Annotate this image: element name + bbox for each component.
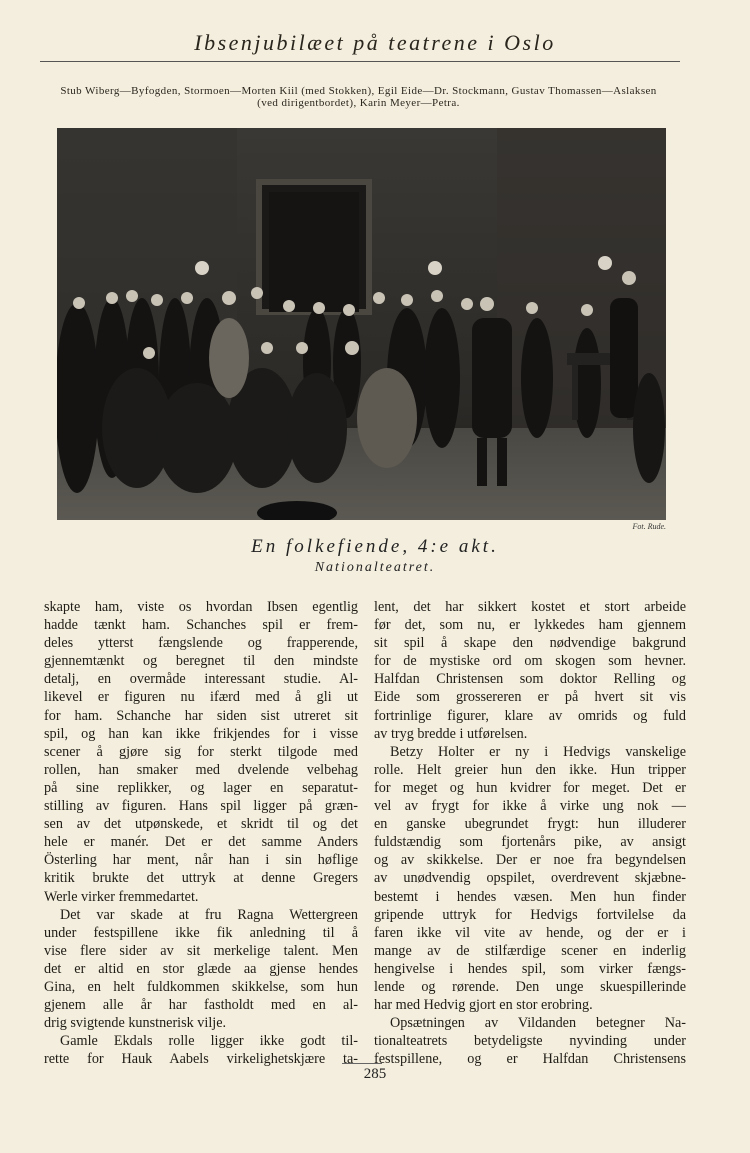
text-line: og av skikkelse. Der er noe fra begyndelsen [374,852,686,869]
text-line: fuldstændig som fjortenårs pike, av ansigt [374,834,686,851]
text-line: rette for Hauk Aabels virkelighetskjære ta- [44,1051,358,1068]
text-column-left [44,598,358,1068]
text-line: Eide som grossereren er på hvert sit vis [374,689,686,706]
dr-stockmann-figure [472,318,512,438]
stage-photo-illustration [57,128,666,520]
text-line: Gamle Ekdals rolle ligger ikke godt til- [60,1033,358,1050]
stockmann-leg-right [497,438,507,486]
text-line: Gina, en helt fuldkommen skikkelse, som hun [44,978,358,995]
text-line: hele er manér. Det er det samme Anders [44,834,358,851]
text-line: Werle virker fremmedartet. [44,888,199,905]
table-leg-left [572,365,578,420]
text-line: hadde tænkt ham. Schanches spil er frem- [44,617,358,634]
text-line: gjenem alle år har fastholdt med en al- [44,997,358,1014]
text-line: for de mystiske ord om skogen som hevner. [374,653,686,670]
text-line: deles ytterst fængslende og frapperende, [44,635,358,652]
text-line: fortrinlige figurer, klare av omrids og fuld [374,707,686,724]
text-line: Opsætningen av Vildanden betegner Na- [390,1015,686,1032]
text-line: Halfdan Christensen som doktor Relling og [374,671,686,688]
text-line: på sine replikker, og lager en separatut- [44,779,358,796]
text-line: bestemt i hendes væsen. Men hun finder [374,888,686,905]
text-line: drig svigtende kunstnerisk vilje. [44,1015,227,1032]
text-line: gjennemtænkt og beregnet til den mindste [44,653,358,670]
stage-photograph [57,128,666,520]
text-line: vise flere sider av sit merkelige talent. Men [44,942,358,959]
text-line: før det, som nu, er lykkedes ham gjennem [374,617,686,634]
wall-lamp-right [598,256,612,270]
text-line: sen av det utpønskede, et skridt til og det [44,816,358,833]
text-line: rolle. Helt greier hun den ikke. Hun tripper [374,761,686,778]
page-number-rule [342,1063,382,1064]
text-line: Österling har ment, når han i sin høflige [44,852,358,869]
cast-caption-line-2: (ved dirigentbordet), Karin Meyer—Petra. [257,97,460,109]
text-line: skapte ham, viste os hvordan Ibsen egentlig [44,599,358,615]
text-column-right [374,598,686,1068]
text-line: for ham. Schanche har siden sist utreret sit [44,707,358,724]
text-line: vel av frygt for ikke å virke ung nok — [374,798,686,815]
text-line: spil, og han kan ikke frikjendes for i visse [44,725,358,742]
text-line: stilling av figuren. Hans spil ligger på græn- [44,798,358,815]
text-line: tionalteatrets betydeligste nyvinding under [374,1033,686,1050]
text-line: av tryg bredde i utførelsen. [374,725,528,742]
text-line: det er altid en stor glæde aa gjense hendes [44,960,358,977]
text-line: kritik brukte det uttryk at denne Gregers [44,870,358,887]
text-line: under festspillene ikke fik anledning til å [44,924,358,941]
aslaksen-figure [610,298,638,418]
text-line: har med Hedvig gjort en stor erobring. [374,997,593,1014]
text-line: Det var skade at fru Ragna Wettergreen [60,906,358,923]
photo-play-title: En folkefiende, 4:e akt. [251,536,499,557]
text-line: gripende uttryk for Hedvigs fortvilelse da [374,906,686,923]
running-title: Ibsenjubilæet på teatrene i Oslo [194,30,556,55]
photo-theatre-name: Nationalteatret. [314,560,436,575]
text-line: hengivelse i hendes spil, som virker fængs- [374,960,686,977]
text-line: likevel er figuren nu ifærd med å gli ut [44,689,358,706]
wall-lamp-left [195,261,209,275]
figure-right-edge [633,373,665,483]
cast-caption [36,85,681,109]
text-line: faren ikke vil vite av hende, og der er i [374,924,686,941]
text-line: scener å gjøre sig for sterkt tilgode med [44,743,358,760]
text-line: detalj, en overmåde interessant studie. Al- [44,671,358,688]
page-number: 285 [363,1066,387,1082]
header-rule [40,61,680,62]
text-line: en ganske ubegrundet frygt: hun illuderer [374,816,686,833]
cast-caption-line-1: Stub Wiberg—Byfogden, Stormoen—Morten Kiil (med Stokken), Egil Eide—Dr. Stockmann, Gustav Thomassen—Aslaksen [60,85,657,97]
photo-credit: Fot. Rude. [632,522,666,531]
text-line: av unødvendig opspilet, overdrevent skjæbne- [374,870,686,887]
wall-lamp-center [428,261,442,275]
text-line: lende og rørende. Den unge skuespillerinde [374,978,686,995]
text-line: festspillene, og er Halfdan Christensens [374,1051,686,1068]
doorway-opening [269,192,359,312]
text-line: for meget og hun kvidrer for meget. Det er [374,779,686,796]
seated-man-light-coat [357,368,417,468]
text-line: mange av de stilfærdige scener en inderlig [374,942,686,959]
text-line: rollen, han smaker med dvelende velbehag [44,761,358,778]
text-line: Betzy Holter er ny i Hedvigs vanskelige [390,743,686,760]
text-line: sit spil å skape den nødvendige bakgrund [374,635,686,652]
standing-man-light-coat [209,318,249,398]
stockmann-leg-left [477,438,487,486]
text-line: lent, det har sikkert kostet et stort arbeide [374,599,686,615]
